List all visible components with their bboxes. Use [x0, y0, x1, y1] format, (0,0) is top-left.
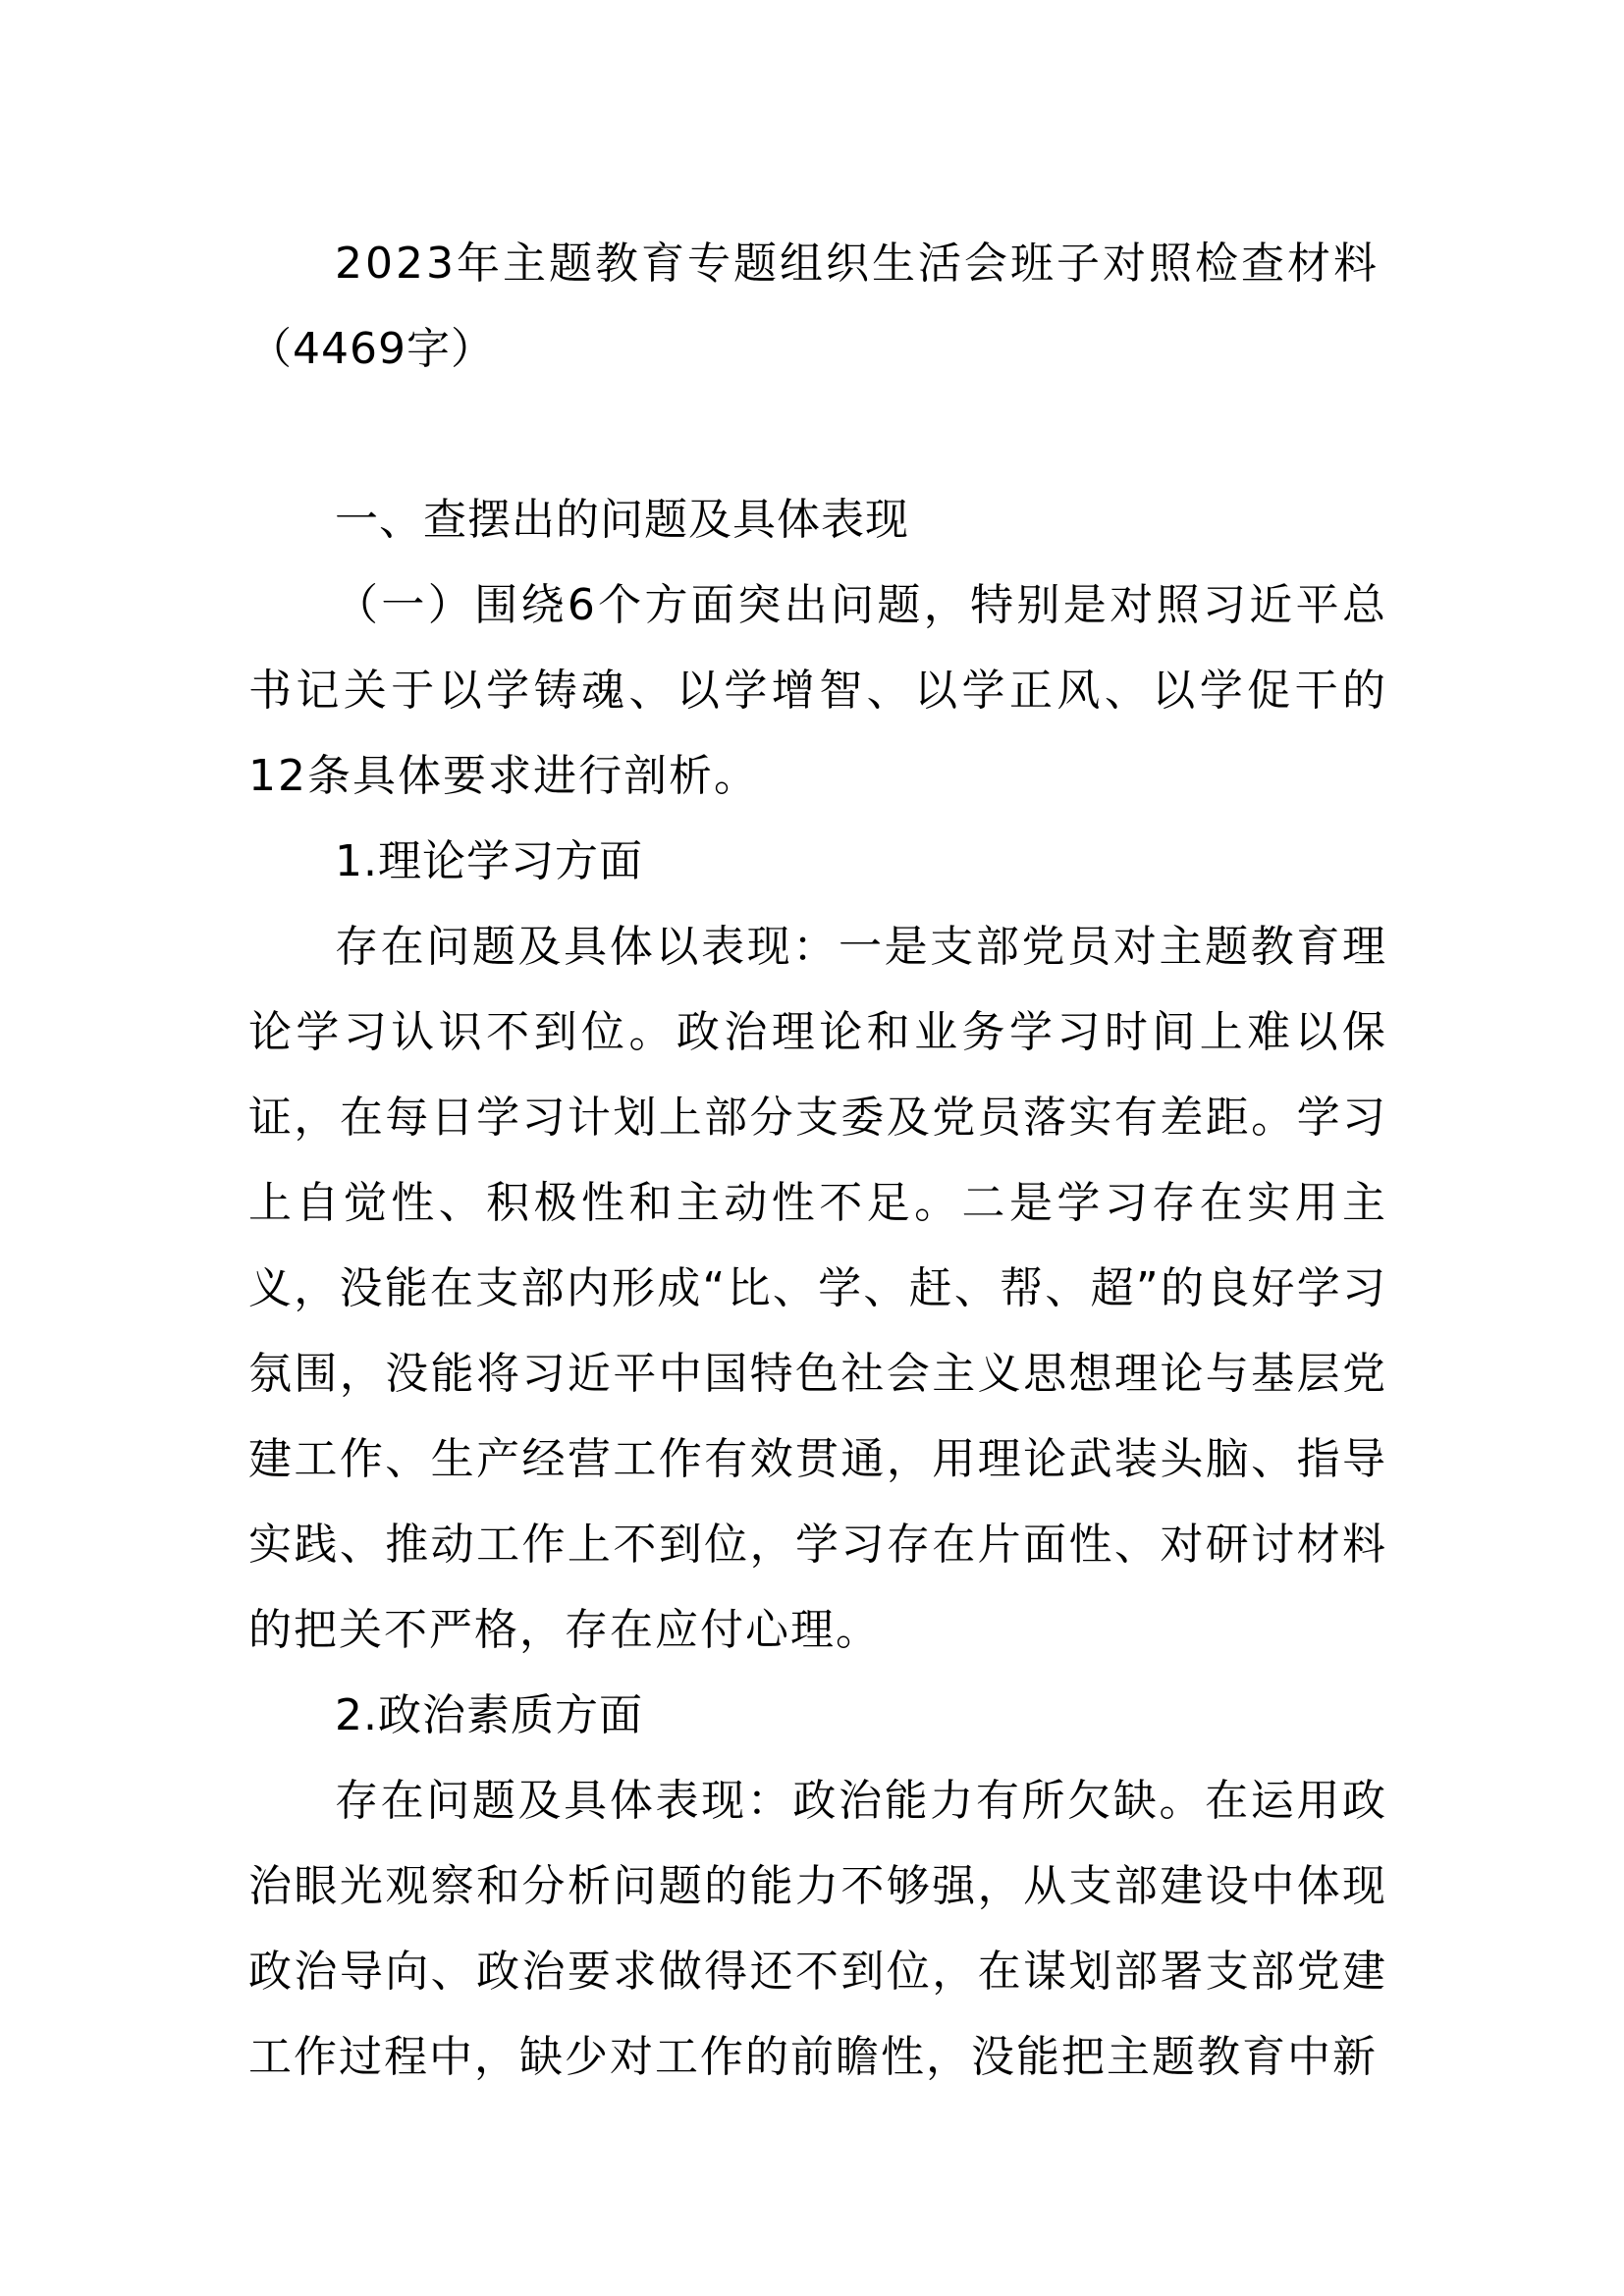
section-heading: 一、查摆出的问题及具体表现 [335, 495, 909, 545]
document-title [248, 221, 1387, 392]
item-body-political-quality: 存在问题及具体表现：政治能力有所欠缺。在运用政治眼光观察和分析问题的能力不够强，从支部建设中体现政治导向、政治要求做得还不到位，在谋划部署支部党建工作过程中，缺少对工作的前瞻性，没能把主题教育中新 [248, 1776, 1387, 2082]
title-text: 2023年主题教育专题组织生活会班子对照检查材料 [335, 239, 1380, 289]
spacer [248, 392, 1387, 477]
item-heading-theory-study: 1.理论学习方面 [335, 836, 643, 886]
document-content [248, 221, 1387, 2100]
word-count: （4469字） [248, 324, 495, 374]
item-body-theory-study: 存在问题及具体以表现：一是支部党员对主题教育理论学习认识不到位。政治理论和业务学习时间上难以保证，在每日学习计划上部分支委及党员落实有差距。学习上自觉性、积极性和主动性不足。二是学习存在实用主义，没能在支部内形成“比、学、赶、帮、超”的良好学习氛围，没能将习近平中国特色社会主义思想理论与基层党建工作、生产经营工作有效贯通，用理论武装头脑、指导实践、推动工作上不到位，学习存在片面性、对研讨材料的把关不严格，存在应付心理。 [248, 922, 1387, 1655]
subsection-intro: （一）围绕6个方面突出问题，特别是对照习近平总书记关于以学铸魂、以学增智、以学正风、以学促干的12条具体要求进行剖析。 [248, 580, 1387, 801]
item-heading-political-quality: 2.政治素质方面 [335, 1690, 643, 1740]
